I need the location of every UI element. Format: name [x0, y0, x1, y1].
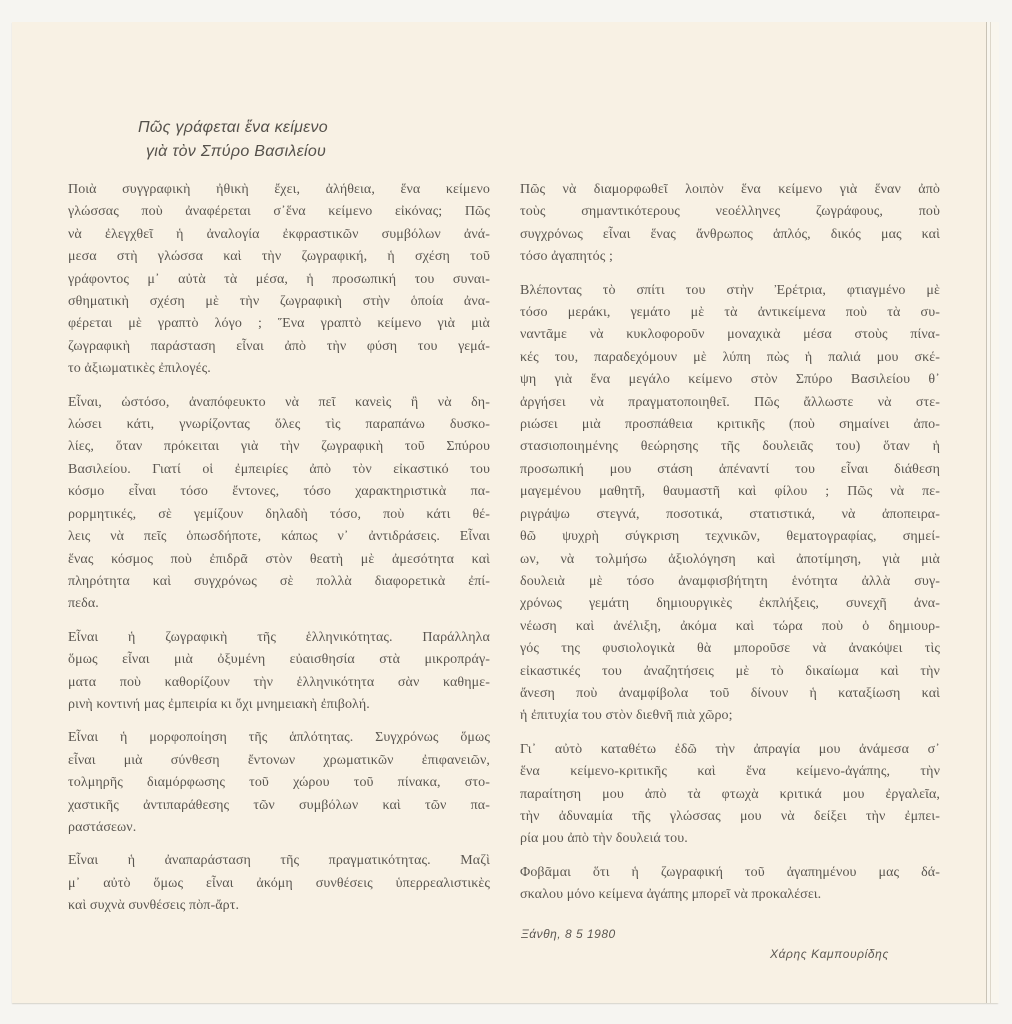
text-line: λεις νὰ πεῖς ὁπωσδήποτε, κάπως ν᾽ ἀντιδράσεις. Εἶναι [68, 529, 490, 545]
text-line: μαγεμένου μαθητῆ, θαυμαστῆ καὶ φίλου ; Πῶς νὰ πε- [520, 484, 940, 500]
text-line: ων, νὰ τολμήσω ἀξιολόγηση καὶ ἀποτίμηση, γιὰ μιὰ [520, 551, 940, 567]
text-line: ρία μου ἀπὸ τὴν δουλειά του. [520, 831, 688, 847]
text-line: Εἶναι ἡ ἀναπαράσταση τῆς πραγματικότητας. Μαζὶ [68, 853, 490, 869]
text-line: σκαλου μόνο κείμενα ἀγάπης μπορεῖ νὰ προκαλέσει. [520, 887, 822, 903]
text-line: τὴν ἀδυναμία τῆς γλώσσας μου νὰ δείξει τὴν ἐμπει- [520, 808, 940, 824]
text-line: θῶ ψυχρὴ σύγκριση τεχνικῶν, θεματογραφίας, σημεί- [520, 529, 940, 545]
article-title [138, 116, 478, 164]
text-line: λώσει κάτι, γνωρίζοντας ὅλες τὶς παραπάνω δυσκο- [68, 417, 490, 433]
left-column [68, 179, 490, 929]
text-line: ψη γιὰ ἕνα μεγάλο κείμενο στὸν Σπύρο Βασιλείου θ᾽ [520, 372, 940, 388]
page-fold-line [990, 22, 991, 1003]
text-line: μ᾽ αὐτὸ ὅμως εἶναι ἀκόμη συνθέσεις ὑπερρεαλιστικὲς [68, 875, 490, 891]
right-column [520, 179, 940, 918]
text-line: εἶναι μιὰ σύνθεση ἔντονων χρωματικῶν ἐπιφανειῶν, [68, 752, 490, 768]
text-line: ριγράψω στεγνά, ποσοτικά, στατιστικά, νὰ ἀποπειρα- [520, 506, 940, 522]
text-line: Ποιὰ συγγραφικὴ ἠθικὴ ἔχει, ἀλήθεια, ἕνα κείμενο [68, 182, 490, 197]
text-line: ἕνας κόσμος ποὺ ἐπιδρᾶ στὸν θεατὴ μὲ ἀμεσότητα καὶ [68, 551, 490, 567]
text-line: το ἀξιωματικὲς ἐπιλογές. [68, 361, 211, 377]
text-line: ριώσει μιὰ προσπάθεια κριτικῆς (ποὺ σημαίνει ἀπο- [520, 417, 940, 433]
text-line: Φοβᾶμαι ὅτι ἡ ζωγραφική τοῦ ἀγαπημένου μας δά- [520, 864, 940, 880]
paragraph [520, 280, 940, 728]
text-line: πληρότητα καὶ συγχρόνως σὲ πολλὰ διαφορετικὰ ἐπί- [68, 573, 490, 589]
paragraph [68, 627, 490, 717]
paragraph [68, 850, 490, 917]
text-line: Γι᾽ αὐτὸ καταθέτω ἐδῶ τὴν ἀπραγία μου ἀνάμεσα σ᾽ [520, 741, 940, 757]
text-line: νέωση καὶ ἀνέλιξη, ἀκόμα καὶ τώρα ποὺ ὁ δημιουρ- [520, 618, 940, 634]
text-line: τόσο μεράκι, γεμάτο μὲ τὰ ἀντικείμενα ποὺ τὰ συ- [520, 305, 940, 321]
text-line: ματα ποὺ καθορίζουν τὴν ἑλληνικότητα σὰν καθημε- [68, 674, 490, 690]
text-line: ὅμως εἶναι μιὰ ὀξυμένη εὐαισθησία στὰ μικροπράγ- [68, 652, 490, 668]
text-line: ναντᾶμε νὰ κυκλοφοροῦν μοναχικὰ μέσα στοὺς πίνα- [520, 327, 940, 343]
text-line: πεδα. [68, 596, 99, 612]
text-line: ἕνα κείμενο-κριτικῆς καὶ ἕνα κείμενο-ἀγάπης, τὴν [520, 764, 940, 780]
text-line: Εἶναι ἡ ζωγραφικὴ τῆς ἑλληνικότητας. Παράλληλα [68, 629, 490, 645]
text-line: γός της φυσιολογικὰ θὰ μποροῦσε νὰ ἀνακόψει τὶς [520, 641, 940, 657]
text-line: ρινὴ κοντινή μας ἐμπειρία κι ὄχι μνημειακὴ ἐπιβολή. [68, 696, 370, 712]
title-line-2: γιὰ τὸν Σπύρο Βασιλείου [146, 143, 327, 160]
text-line: Εἶναι, ὡστόσο, ἀναπόφευκτο νὰ πεῖ κανεὶς ἢ νὰ δη- [68, 394, 490, 410]
paragraph [68, 179, 490, 381]
text-line: Εἶναι ἡ μορφοποίηση τῆς ἁπλότητας. Συγχρόνως ὅμως [68, 730, 490, 746]
paragraph [68, 727, 490, 839]
text-line: Βλέποντας τὸ σπίτι του στὴν Ἐρέτρια, φτιαγμένο μὲ [520, 282, 940, 298]
text-line: δουλειὰ μὲ τόσο ἀναμφισβήτητη ἑνότητα ἀλλὰ συγ- [520, 573, 940, 589]
text-line: εἰκαστικές του ἀναζητήσεις μὲ τὸ δικαίωμα καὶ τὴν [520, 663, 940, 679]
paragraph [520, 862, 940, 907]
text-line: ἡ ἐπιτυχία του στὸν διεθνῆ πιὰ χῶρο; [520, 708, 733, 724]
text-line: νὰ ἐλεγχθεῖ ἡ ἀναλογία ἐκφραστικῶν συμβόλων ἀνά- [68, 226, 490, 242]
text-line: φέρεται μὲ γραπτὸ λόγο ; Ἕνα γραπτὸ κείμενο γιὰ μιὰ [68, 316, 490, 332]
page-fold-edge [986, 22, 999, 1003]
text-line: συγχρόνως εἶναι ἕνας ἄνθρωπος ἁπλός, δικός μας καὶ [520, 226, 940, 242]
paragraph [520, 739, 940, 851]
text-line: χαστικῆς ἀντιπαράθεσης τῶν συμβόλων καὶ τῶν πα- [68, 797, 490, 813]
text-line: μεσα στὴ γλώσσα καὶ τὴν ζωγραφική, ἡ σχέση τοῦ [68, 249, 490, 265]
text-line: καὶ συχνὰ συνθέσεις πὸπ-ἄρτ. [68, 898, 240, 914]
text-line: προσωπική μου στάση ἀπέναντί του εἶναι διάθεση [520, 461, 940, 477]
text-line: λίες, ὅταν πρόκειται γιὰ τὴν ζωγραφικὴ τοῦ Σπύρου [68, 439, 490, 455]
place-date: Ξάνθη, 8 5 1980 [521, 927, 616, 941]
text-line: στασιοποιημένης θεώρησης τῆς δουλειᾶς του) ὅταν ἡ [520, 439, 940, 455]
text-line: ἀργήσει νὰ πραγματοποιηθεῖ. Πῶς ἄλλωστε νὰ στε- [520, 394, 940, 410]
text-line: Πῶς νὰ διαμορφωθεῖ λοιπὸν ἕνα κείμενο γιὰ ἕναν ἀπὸ [520, 182, 940, 197]
text-line: γλώσσας ποὺ ἀναφέρεται σ᾽ἕνα κείμενο εἰκόνας; Πῶς [68, 204, 490, 220]
text-line: τόσο ἀγαπητός ; [520, 249, 613, 265]
text-line: χρόνως γεμάτη δημιουργικὲς ἐκπλήξεις, συνεχῆ ἀνα- [520, 596, 940, 612]
text-line: ζωγραφικὴ παράσταση εἶναι ἀπὸ τὴν φύση του γεμά- [68, 338, 490, 354]
text-line: ἄνεση ποὺ ἀναμφίβολα τοῦ δίνουν ἡ καταξίωση καὶ [520, 685, 940, 701]
text-line: τοὺς σημαντικότερους νεοέλληνες ζωγράφους, ποὺ [520, 204, 940, 220]
text-line: τολμηρῆς διαμόρφωσης τοῦ χώρου τοῦ πίνακα, στο- [68, 775, 490, 791]
text-line: ραστάσεων. [68, 819, 137, 835]
paragraph [68, 392, 490, 616]
text-line: κόσμο εἶναι τόσο ἔντονες, τόσο χαρακτηριστικὰ πα- [68, 484, 490, 500]
text-line: Βασιλείου. Γιατί οἱ ἐμπειρίες ἀπὸ τὸν εἰκαστικό του [68, 461, 490, 477]
title-line-1: Πῶς γράφεται ἕνα κείμενο [138, 119, 329, 136]
text-line: γράφοντος μ᾽ αὐτὰ τὰ μέσα, ἡ προσωπική του συναι- [68, 271, 490, 287]
author-signature: Χάρης Καμπουρίδης [770, 947, 889, 961]
text-line: παραίτηση μου ἀπὸ τὰ φτωχὰ κριτικά μου ἐργαλεῖα, [520, 786, 940, 802]
text-line: ρορμητικές, σὲ γεμίζουν δηλαδὴ τόσο, ποὺ κάτι θέ- [68, 506, 490, 522]
text-line: σθηματικὴ σχέση μὲ τὴν ζωγραφικὴ στὴν ὁποία ἀνα- [68, 294, 490, 310]
paragraph [520, 179, 940, 269]
text-line: κές του, παραδεχόμουν μὲ λύπη πὼς ἡ παλιά μου σκέ- [520, 349, 940, 365]
